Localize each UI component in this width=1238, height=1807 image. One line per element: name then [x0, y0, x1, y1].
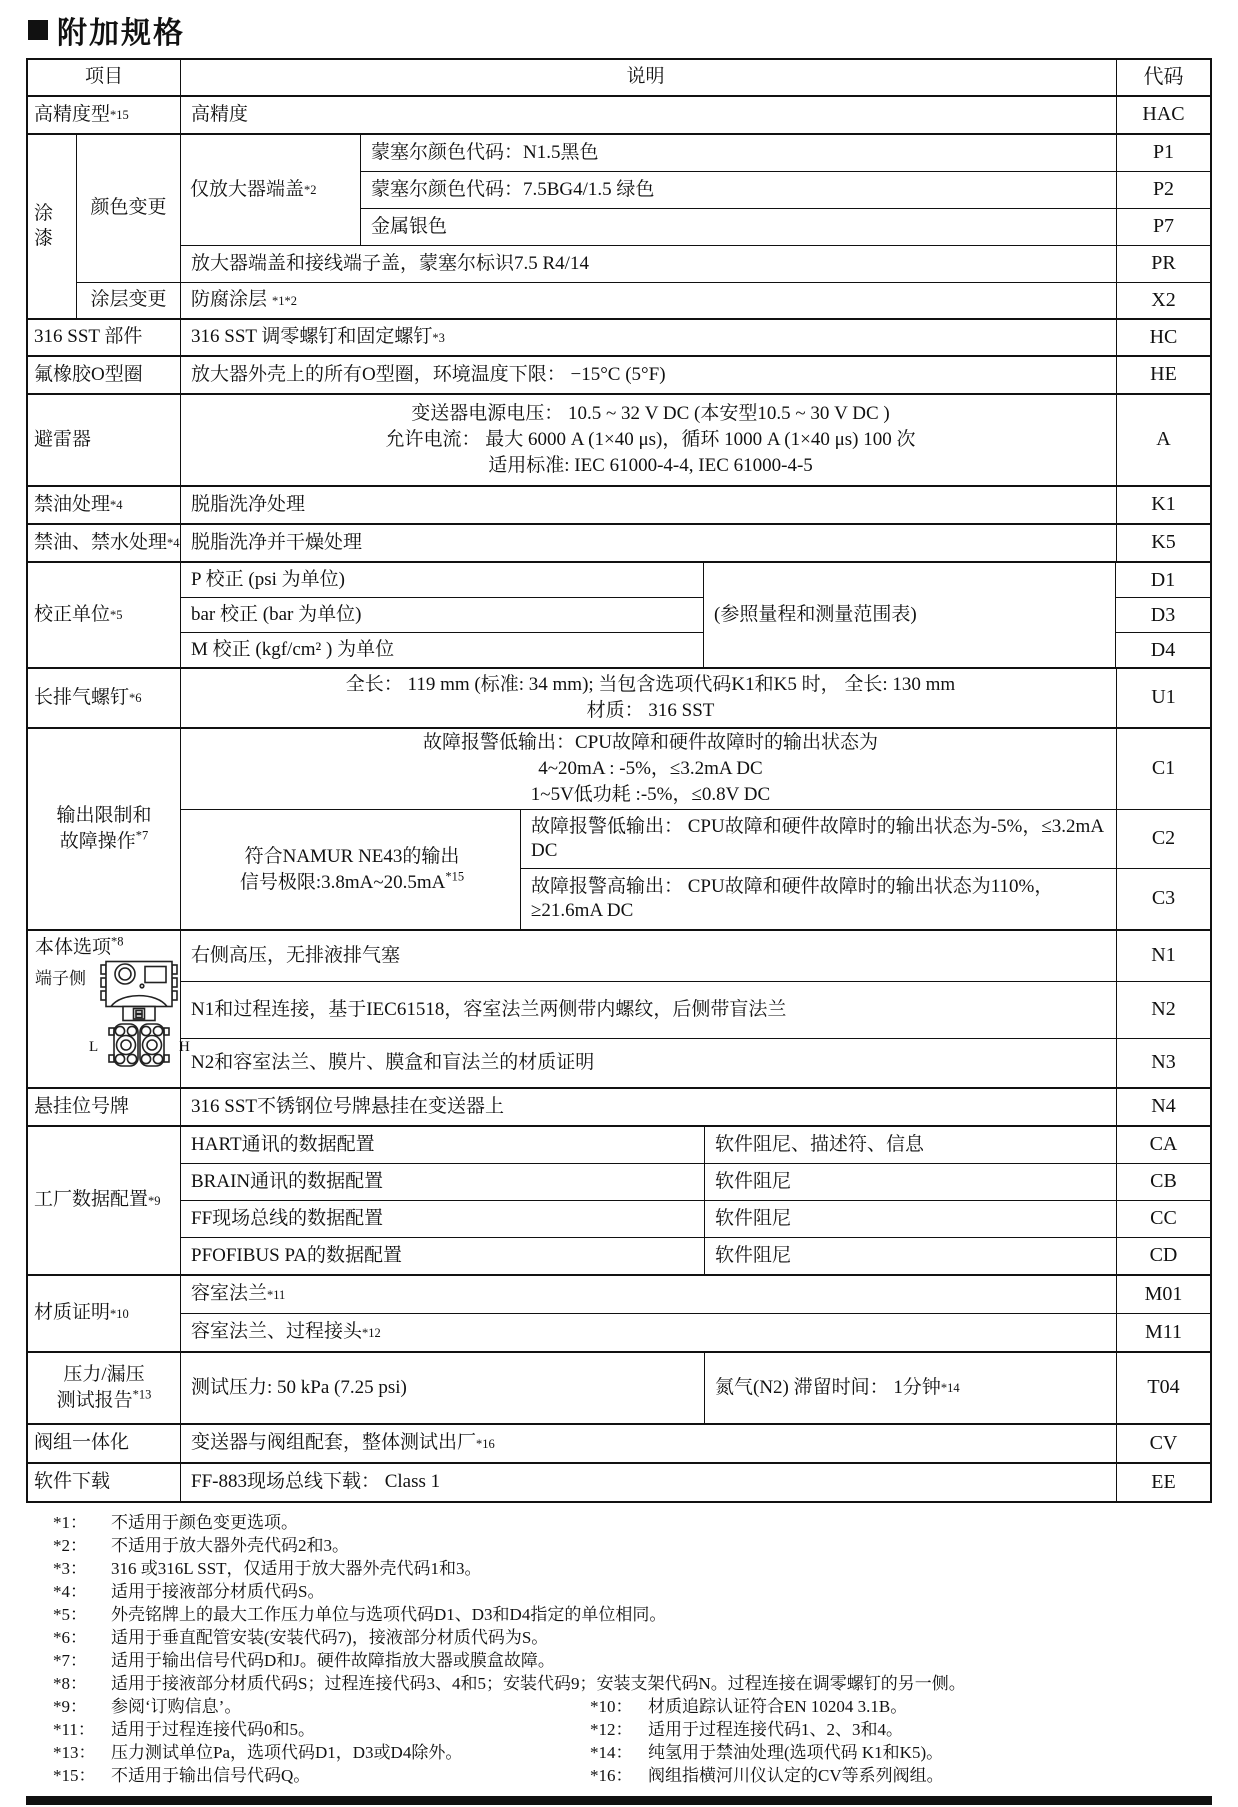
code-cell: A	[1116, 395, 1210, 485]
desc-cell: 金属银色	[360, 209, 1116, 245]
code-cell: M11	[1116, 1314, 1210, 1351]
footnote-pair: *15： 不适用于输出信号代码Q。 *16： 阀组指横河川仪认定的CV等系列阀组。	[53, 1766, 944, 1785]
item-label: 禁油、禁水处理 *4	[34, 531, 180, 553]
code-cell: C2	[1116, 810, 1210, 868]
footnote: *6： 适用于垂直配管安装(安装代码7)，接液部分材质代码为S。	[53, 1628, 549, 1647]
footnote: *7： 适用于输出信号代码D和J。硬件故障指放大器或膜盒故障。	[53, 1651, 555, 1670]
transmitter-diagram-icon	[87, 960, 191, 1084]
code-cell: CD	[1116, 1238, 1210, 1274]
color-change-label: 颜色变更	[76, 135, 180, 282]
desc-cell: P 校正 (psi 为单位)	[180, 563, 703, 597]
low-side-label: L	[89, 1039, 99, 1055]
code-cell: CC	[1116, 1201, 1210, 1237]
code-cell: D4	[1116, 632, 1210, 667]
desc-cell: 容室法兰 *11	[180, 1276, 1116, 1313]
section-title	[28, 12, 1212, 48]
desc-cell: 放大器端盖和接线端子盖，蒙塞尔标识7.5 R4/14	[180, 246, 1116, 282]
desc-cell: 放大器外壳上的所有O型圈，环境温度下限： −15°C (5°F)	[180, 357, 1116, 393]
page-footer-rule	[26, 1796, 1212, 1805]
footnote: *4： 适用于接液部分材质代码S。	[53, 1582, 325, 1601]
damping-cell: 软件阻尼	[704, 1201, 1116, 1237]
row-cd	[180, 1237, 1210, 1274]
row-body-options	[28, 929, 1210, 1087]
item-label: 长排气螺钉 *6	[34, 686, 142, 708]
desc-cell: M 校正 (kgf/cm² ) 为单位	[180, 633, 703, 667]
code-cell: CA	[1116, 1127, 1210, 1163]
desc-cell: FF-883现场总线下载： Class 1	[180, 1464, 1116, 1501]
desc-cell: 故障报警高输出： CPU故障和硬件故障时的输出状态为110%，≥21.6mA DC	[520, 869, 1116, 929]
page-title: 附加规格	[57, 17, 185, 50]
desc-cell: 故障报警低输出： CPU故障和硬件故障时的输出状态为-5%，≤3.2mA DC	[520, 810, 1116, 868]
damping-cell: 软件阻尼	[704, 1164, 1116, 1200]
desc-cell: 故障报警低输出：CPU故障和硬件故障时的输出状态为 4~20mA : -5%，≤3.2mA DC 1~5V低功耗 :-5%，≤0.8V DC	[180, 729, 1116, 809]
table-header-row	[28, 60, 1210, 95]
desc-cell: 316 SST不锈钢位号牌悬挂在变送器上	[180, 1089, 1116, 1125]
desc-cell: 脱脂洗净处理	[180, 487, 1116, 523]
row-hac	[28, 95, 1210, 133]
code-cell: P2	[1116, 172, 1210, 208]
row-m01	[180, 1276, 1210, 1313]
code-cell: M01	[1116, 1276, 1210, 1313]
row-p2	[360, 171, 1210, 208]
footnote: *1： 不适用于颜色变更选项。	[53, 1513, 298, 1532]
code-cell: D1	[1150, 568, 1176, 591]
row-d1	[180, 563, 703, 597]
item-label: 材质证明 *10	[34, 1302, 129, 1324]
row-cb	[180, 1163, 1210, 1200]
item-label: 校正单位 *5	[34, 603, 123, 625]
desc-cell: BRAIN通讯的数据配置	[180, 1164, 704, 1200]
desc-cell: bar 校正 (bar 为单位)	[180, 598, 703, 632]
coating-change-label: 涂层变更	[76, 283, 180, 318]
code-cell: X2	[1116, 283, 1210, 318]
code-cell: C1	[1116, 729, 1210, 809]
row-p7	[360, 208, 1210, 245]
desc-cell: FF现场总线的数据配置	[180, 1201, 704, 1237]
desc-cell: 容室法兰、过程接头 *12	[180, 1314, 1116, 1351]
desc-cell: 脱脂洗净并干燥处理	[180, 525, 1116, 561]
footnote-pair: *13： 压力测试单位Pa，选项代码D1，D3或D4除外。 *14： 纯氢用于禁油处理(选项代码 K1和K5)。	[53, 1743, 944, 1762]
code-cell: T04	[1116, 1353, 1210, 1423]
paint-label: 涂漆	[34, 203, 54, 249]
row-n1	[180, 931, 1210, 981]
footnote: *8： 适用于接液部分材质代码S；过程连接代码3、4和5；安装代码9；安装支架代码N。过程连接在调零螺钉的另一侧。	[53, 1674, 966, 1693]
cal-shared-note: (参照量程和测量范围表)	[703, 563, 1115, 667]
row-factory-config	[28, 1125, 1210, 1274]
desc-cell: 蒙塞尔颜色代码：N1.5黑色	[360, 135, 1116, 171]
amp-cover-label: 仅放大器端盖 *2	[180, 135, 360, 245]
desc-cell: 蒙塞尔颜色代码：7.5BG4/1.5 绿色	[360, 172, 1116, 208]
row-material-cert	[28, 1274, 1210, 1351]
item-label: 高精度型 *15	[34, 103, 129, 125]
desc-cell: 变送器电源电压： 10.5 ~ 32 V DC (本安型10.5 ~ 30 V DC ) 允许电流： 最大 6000 A (1×40 μs)，循环 1000 A (1×40 μs) 100 次 适用标准: IEC 61000-4-4, IEC 61000-4-5	[180, 395, 1116, 485]
damping-cell: 软件阻尼	[704, 1238, 1116, 1274]
desc-cell: PFOFIBUS PA的数据配置	[180, 1238, 704, 1274]
item-label: 氟橡胶O型圈	[34, 363, 143, 385]
row-d3	[180, 597, 703, 632]
test-pressure-cell: 测试压力: 50 kPa (7.25 psi)	[180, 1353, 704, 1423]
row-k5	[28, 523, 1210, 561]
item-label: 316 SST 部件	[34, 326, 143, 348]
desc-cell: 右侧高压，无排液排气塞	[180, 931, 1116, 981]
code-cell: PR	[1116, 246, 1210, 282]
code-cell: P7	[1116, 209, 1210, 245]
row-d4	[180, 632, 703, 667]
item-label: 压力/漏压 测试报告$^{*13}$	[56, 1364, 152, 1411]
desc-cell: 防腐涂层 *1*2	[180, 283, 1116, 318]
row-oring	[28, 355, 1210, 393]
footnotes	[26, 1503, 1212, 1787]
code-cell: K5	[1116, 525, 1210, 561]
row-tag	[28, 1087, 1210, 1125]
row-p1	[360, 135, 1210, 171]
desc-cell: 316 SST 调零螺钉和固定螺钉 *3	[180, 320, 1116, 355]
code-cell: CB	[1116, 1164, 1210, 1200]
code-cell: P1	[1116, 135, 1210, 171]
item-label: 工厂数据配置 *9	[34, 1189, 161, 1211]
row-vent	[28, 667, 1210, 727]
row-c2	[520, 810, 1210, 868]
footnote: *2： 不适用于放大器外壳代码2和3。	[53, 1536, 349, 1555]
row-x2	[76, 282, 1210, 318]
item-label: 阀组一体化	[34, 1432, 130, 1454]
footnote: *5： 外壳铭牌上的最大工作压力单位与选项代码D1、D3和D4指定的单位相同。	[53, 1605, 667, 1624]
row-cc	[180, 1200, 1210, 1237]
namur-cell: 符合NAMUR NE43的输出 信号极限$:3.8mA\sim 20.5mA^{*15}$	[180, 810, 520, 929]
code-cell: N1	[1116, 931, 1210, 981]
item-label: 本体选项$^{*8}$	[35, 934, 124, 958]
desc-cell: HART通讯的数据配置	[180, 1127, 704, 1163]
desc-cell: N1和过程连接，基于IEC61518，容室法兰两侧带内螺纹，后侧带盲法兰	[180, 982, 1116, 1038]
code-cell: N3	[1116, 1039, 1210, 1087]
code-cell: EE	[1116, 1464, 1210, 1501]
code-cell: HE	[1116, 357, 1210, 393]
desc-cell: N2和容室法兰、膜片、膜盒和盲法兰的材质证明	[180, 1039, 1116, 1087]
code-cell: HAC	[1116, 97, 1210, 133]
code-cell: C3	[1116, 869, 1210, 929]
item-label: 悬挂位号牌	[34, 1095, 130, 1117]
terminal-side-label: 端子侧	[35, 969, 86, 988]
row-ca	[180, 1127, 1210, 1163]
item-label: 输出限制和 故障操作$^{*7}$	[56, 805, 152, 852]
desc-cell: 变送器与阀组配套，整体测试出厂 *16	[180, 1425, 1116, 1462]
row-paint	[28, 133, 1210, 318]
item-label: 禁油处理 *4	[34, 493, 123, 515]
nitrogen-cell: 氮气(N2) 滞留时间： 1分钟 *14	[704, 1353, 1116, 1423]
row-calibration	[28, 561, 1210, 667]
body-options-cell	[28, 931, 190, 1087]
code-cell: N4	[1116, 1089, 1210, 1125]
row-n2	[180, 981, 1210, 1038]
row-software	[28, 1462, 1210, 1501]
header-code: 代码	[1116, 60, 1210, 95]
header-item: 项目	[84, 66, 123, 88]
code-cell: CV	[1116, 1425, 1210, 1462]
row-arrester	[28, 393, 1210, 485]
row-manifold	[28, 1423, 1210, 1462]
desc-cell: 全长： 119 mm (标准: 34 mm); 当包含选项代码K1和K5 时， 全长: 130 mm 材质： 316 SST	[180, 669, 1116, 727]
row-c3	[520, 868, 1210, 929]
item-label: 软件下载	[34, 1471, 111, 1493]
code-cell: D3	[1116, 597, 1210, 632]
footnote-pair: *9： 参阅‘订购信息’。 *10： 材质追踪认证符合EN 10204 3.1B。	[53, 1697, 908, 1716]
row-k1	[28, 485, 1210, 523]
desc-cell: 高精度	[180, 97, 1116, 133]
footnote-pair: *11： 适用于过程连接代码0和5。 *12： 适用于过程连接代码1、2、3和4。	[53, 1720, 903, 1739]
code-cell: K1	[1116, 487, 1210, 523]
row-sst	[28, 318, 1210, 355]
code-cell: HC	[1116, 320, 1210, 355]
row-n3	[180, 1038, 1210, 1087]
additional-specs-table	[26, 58, 1212, 1503]
section-marker-icon	[28, 20, 48, 40]
high-side-label: H	[179, 1039, 190, 1055]
row-pressure-test	[28, 1351, 1210, 1423]
row-output	[28, 727, 1210, 929]
footnote: *3： 316 或316L SST，仅适用于放大器外壳代码1和3。	[53, 1559, 482, 1578]
code-cell: U1	[1116, 669, 1210, 727]
item-label: 避雷器	[34, 428, 92, 450]
row-m11	[180, 1313, 1210, 1351]
row-c1	[180, 729, 1210, 809]
damping-cell: 软件阻尼、描述符、信息	[704, 1127, 1116, 1163]
header-desc: 说明	[180, 60, 1116, 95]
code-cell: N2	[1116, 982, 1210, 1038]
row-pr	[180, 245, 1210, 282]
